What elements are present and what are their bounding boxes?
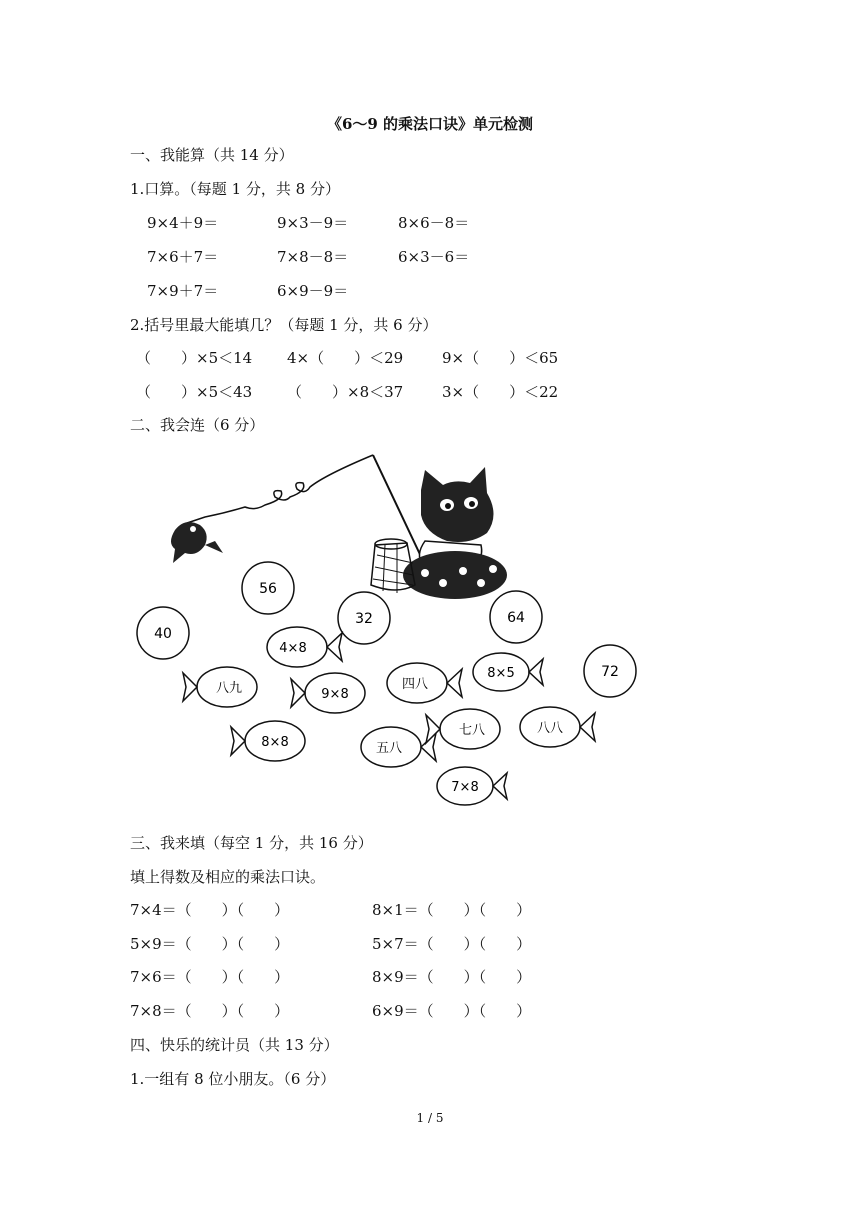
q2-item: 4×（ ）＜29 [287,349,404,367]
q2-item: （ ）×5＜43 [136,383,253,401]
q2-item: （ ）×8＜37 [287,383,404,401]
svg-text:五八: 五八 [375,741,403,756]
section4-heading: 四、快乐的统计员（共 13 分） [130,1036,339,1054]
q1-item: 6×9－9＝ [277,282,349,300]
svg-text:72: 72 [601,664,619,680]
svg-text:56: 56 [259,581,277,597]
svg-text:8×8: 8×8 [261,735,289,750]
svg-text:64: 64 [507,610,525,626]
fish-card[interactable] [473,653,543,691]
q2-item: 3×（ ）＜22 [442,383,559,401]
q1-item: 7×9＋7＝ [147,282,219,300]
document-title: 《6～9 的乘法口诀》单元检测 [326,115,534,133]
section1-heading: 一、我能算（共 14 分） [130,146,294,164]
svg-text:四八: 四八 [401,677,429,692]
fish-card[interactable] [437,767,507,805]
caught-fish-icon [171,522,223,563]
fill-item: 8×1＝（ ）（ ） [372,901,532,919]
fill-item: 7×4＝（ ）（ ） [130,901,290,919]
svg-text:32: 32 [355,611,373,627]
answer-circle[interactable] [242,562,294,614]
fill-item: 8×9＝（ ）（ ） [372,968,532,986]
svg-text:9×8: 9×8 [321,687,349,702]
fish-card[interactable] [291,673,365,713]
matching-illustration [125,445,645,825]
fish-card[interactable] [426,709,500,749]
page-number: 1 / 5 [416,1111,444,1125]
fish-card[interactable] [361,727,436,767]
answer-circle[interactable] [137,607,189,659]
q1-heading: 1.口算。（每题 1 分，共 8 分） [130,180,340,198]
section4-q1: 1.一组有 8 位小朋友。（6 分） [130,1070,336,1088]
svg-text:八八: 八八 [536,721,564,736]
fill-item: 7×6＝（ ）（ ） [130,968,290,986]
fish-card[interactable] [267,627,342,667]
q1-item: 9×4＋9＝ [147,214,219,232]
answer-circle[interactable] [338,592,390,644]
section2-heading: 二、我会连（6 分） [130,416,265,434]
q2-heading: 2.括号里最大能填几？（每题 1 分，共 6 分） [130,316,438,334]
svg-text:7×8: 7×8 [451,780,479,795]
fill-item: 7×8＝（ ）（ ） [130,1002,290,1020]
fill-item: 5×7＝（ ）（ ） [372,935,532,953]
section3-heading: 三、我来填（每空 1 分，共 16 分） [130,834,373,852]
fill-item: 6×9＝（ ）（ ） [372,1002,532,1020]
q2-item: 9×（ ）＜65 [442,349,559,367]
svg-text:4×8: 4×8 [279,641,307,656]
svg-text:40: 40 [154,626,172,642]
answer-circle[interactable] [490,591,542,643]
svg-text:8×5: 8×5 [487,666,515,681]
q1-item: 7×8－8＝ [277,248,349,266]
q2-item: （ ）×5＜14 [136,349,253,367]
answer-circle[interactable] [584,645,636,697]
fish-card[interactable] [231,721,305,761]
fish-card[interactable] [520,707,595,747]
fish-card[interactable] [387,663,462,703]
q1-item: 6×3－6＝ [398,248,470,266]
q1-item: 9×3－9＝ [277,214,349,232]
q1-item: 8×6－8＝ [398,214,470,232]
section3-instruction: 填上得数及相应的乘法口诀。 [130,868,326,886]
svg-text:八九: 八九 [215,681,243,696]
svg-text:七八: 七八 [458,723,486,738]
cat-icon [403,467,507,599]
fill-item: 5×9＝（ ）（ ） [130,935,290,953]
fish-card[interactable] [183,667,257,707]
fishing-line [187,455,373,523]
q1-item: 7×6＋7＝ [147,248,219,266]
